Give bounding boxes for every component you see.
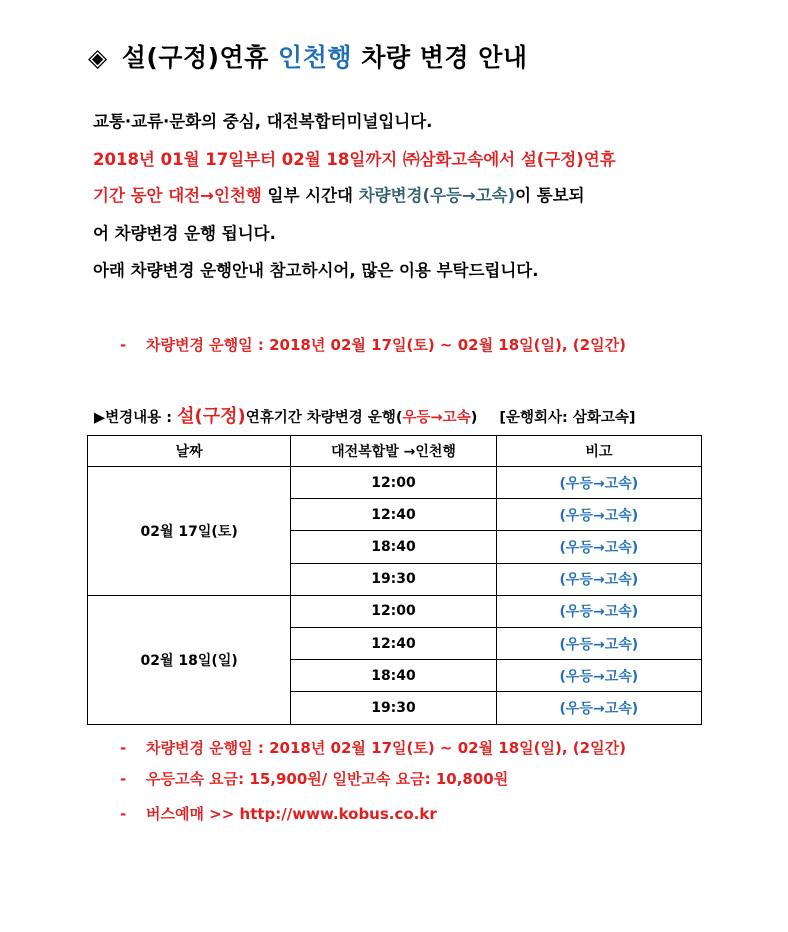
date-cell: 02월 18일(일) <box>88 595 291 724</box>
time-cell: 12:40 <box>291 627 496 659</box>
time-cell: 18:40 <box>291 531 496 563</box>
intro-line3-change: 차량변경(우등→고속) <box>358 186 516 205</box>
diamond-icon: ◈ <box>88 43 108 72</box>
booking-link[interactable]: 버스예매 >> http://www.kobus.co.kr <box>146 805 437 823</box>
header-date: 날짜 <box>88 436 291 467</box>
intro-line5: 아래 차량변경 운행안내 참고하시어, 많은 이용 부탁드립니다. <box>93 261 539 280</box>
note-cell: (우등→고속) <box>496 563 701 595</box>
page-title <box>88 38 528 74</box>
intro-line1: 교통·교류·문화의 중심, 대전복합터미널입니다. <box>93 112 433 131</box>
note-cell: (우등→고속) <box>496 627 701 659</box>
intro-line3-end: 이 통보되 <box>515 186 585 205</box>
table-row <box>88 467 702 499</box>
notice-top <box>120 334 626 355</box>
section-heading <box>94 402 635 428</box>
note-cell: (우등→고속) <box>496 595 701 627</box>
dash-bullet: - <box>120 336 127 354</box>
header-route: 대전복합발 →인천행 <box>291 436 496 467</box>
footer-fares: 우등고속 요금: 15,900원/ 일반고속 요금: 10,800원 <box>146 770 509 788</box>
date-cell: 02월 17일(토) <box>88 467 291 596</box>
intro-line4: 어 차량변경 운행 됩니다. <box>93 224 276 243</box>
intro-line3 <box>93 182 585 206</box>
table-header-row <box>88 436 702 467</box>
footer-line3 <box>120 803 437 824</box>
title-destination: 인천행 <box>278 43 352 72</box>
section-company: [운행회사: 삼화고속] <box>499 410 636 426</box>
time-cell: 12:40 <box>291 499 496 531</box>
section-prefix: ▶변경내용 : <box>94 410 178 426</box>
schedule-table <box>87 435 702 725</box>
footer-line1 <box>120 737 626 758</box>
dash-bullet: - <box>120 770 127 788</box>
section-middle: 연휴기간 차량변경 운행( <box>245 410 403 426</box>
notice-top-text: 차량변경 운행일 : 2018년 02월 17일(토) ~ 02월 18일(일), (2일간) <box>146 336 626 354</box>
title-part3: 차량 변경 안내 <box>352 43 528 72</box>
note-cell: (우등→고속) <box>496 531 701 563</box>
table-row <box>88 595 702 627</box>
section-close: ) <box>470 410 478 426</box>
time-cell: 18:40 <box>291 660 496 692</box>
note-cell: (우등→고속) <box>496 467 701 499</box>
time-cell: 19:30 <box>291 563 496 595</box>
time-cell: 19:30 <box>291 692 496 724</box>
note-cell: (우등→고속) <box>496 692 701 724</box>
intro-line3-route: 기간 동안 대전→인천행 <box>93 186 262 205</box>
footer-operation-dates: 차량변경 운행일 : 2018년 02월 17일(토) ~ 02월 18일(일), (2일간) <box>146 739 626 757</box>
dash-bullet: - <box>120 739 127 757</box>
title-part1: 설(구정)연휴 <box>121 43 279 72</box>
time-cell: 12:00 <box>291 595 496 627</box>
time-cell: 12:00 <box>291 467 496 499</box>
intro-line2: 2018년 01월 17일부터 02월 18일까지 ㈜삼화고속에서 설(구정)연휴 <box>93 150 616 169</box>
section-change: 우등→고속 <box>402 410 471 426</box>
footer-line2 <box>120 768 508 789</box>
note-cell: (우등→고속) <box>496 499 701 531</box>
note-cell: (우등→고속) <box>496 660 701 692</box>
intro-line3-mid: 일부 시간대 <box>261 186 359 205</box>
dash-bullet: - <box>120 805 127 823</box>
section-highlight: 설(구정) <box>177 406 246 427</box>
header-note: 비고 <box>496 436 701 467</box>
